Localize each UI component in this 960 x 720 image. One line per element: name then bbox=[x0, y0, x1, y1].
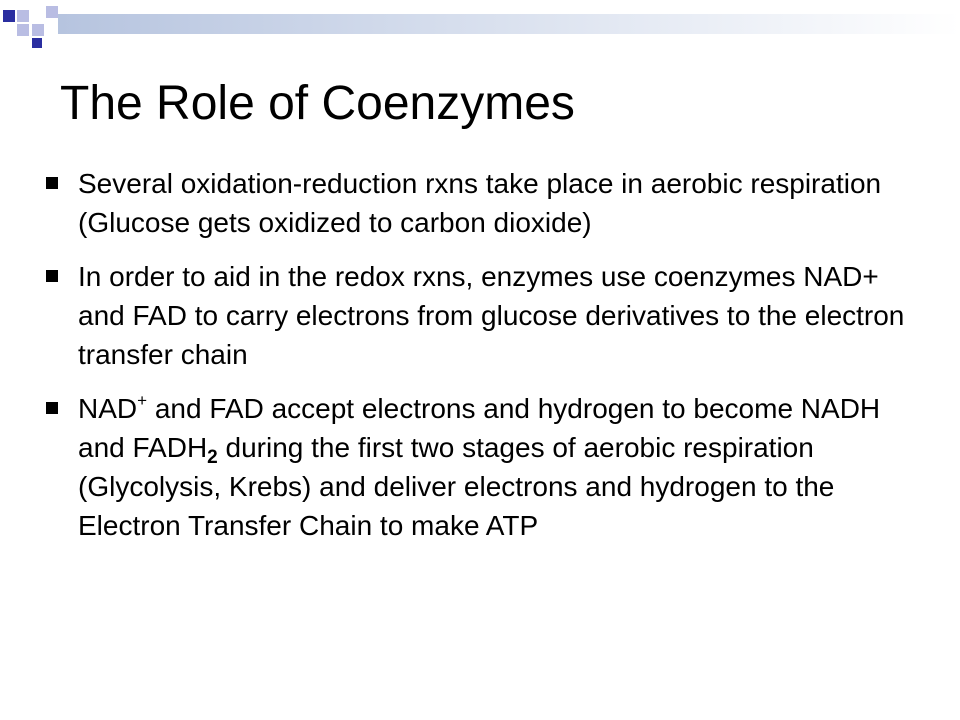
bullet-square-icon bbox=[46, 402, 58, 414]
bullet-item bbox=[44, 389, 924, 545]
bullet-list bbox=[44, 164, 924, 560]
bullet-text: NAD bbox=[78, 393, 138, 424]
deco-square bbox=[32, 38, 42, 48]
bullet-square-icon bbox=[46, 270, 58, 282]
header-decoration bbox=[0, 0, 960, 60]
bullet-text: In order to aid in the redox rxns, enzymes use coenzymes NAD+ and FAD to carry electrons from glucose derivatives to the electron transfer chain bbox=[78, 261, 905, 370]
bullet-square-icon bbox=[46, 177, 58, 189]
deco-square bbox=[32, 24, 44, 36]
deco-square bbox=[17, 10, 29, 22]
subscript-two: 2 bbox=[207, 447, 218, 468]
deco-gradient-bar bbox=[58, 14, 960, 34]
bullet-text: during the first two stages of aerobic respiration (Glycolysis, Krebs) and deliver electrons and hydrogen to the Electron Transfer Chain to make ATP bbox=[78, 432, 835, 541]
bullet-item bbox=[44, 164, 924, 242]
bullet-text: and FAD accept electrons and hydrogen to become NADH and FADH bbox=[78, 393, 881, 463]
bullet-item bbox=[44, 257, 924, 374]
slide-title: The Role of Coenzymes bbox=[60, 77, 575, 130]
deco-square bbox=[17, 24, 29, 36]
bullet-text: Several oxidation-reduction rxns take place in aerobic respiration (Glucose gets oxidized to carbon dioxide) bbox=[78, 168, 882, 238]
deco-square bbox=[46, 6, 58, 18]
deco-square bbox=[3, 10, 15, 22]
superscript-plus: + bbox=[137, 391, 148, 410]
